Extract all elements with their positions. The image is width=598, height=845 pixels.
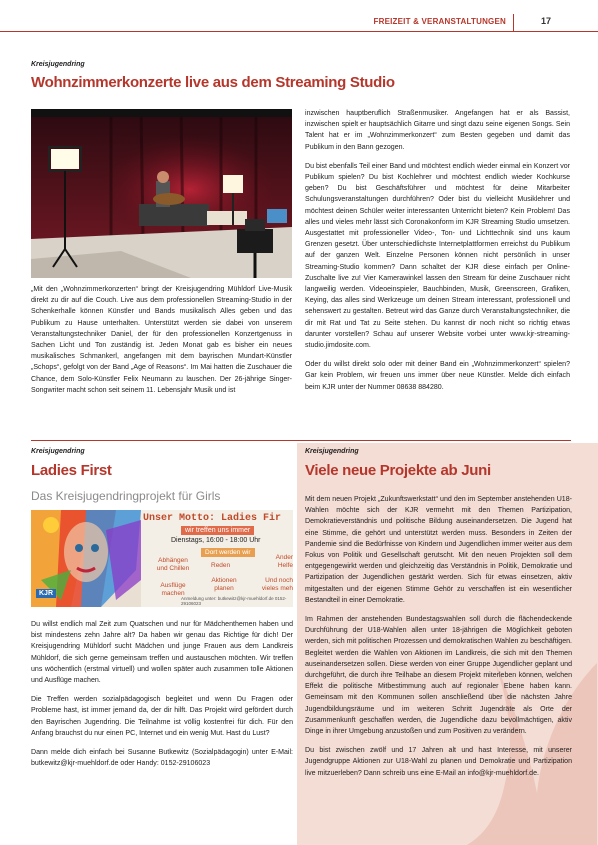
section-title: FREIZEIT & VERANSTALTUNGEN (373, 17, 506, 26)
article3-paragraph: Mit dem neuen Projekt „Zukunftswerkstatt“ und den im September anstehenden U18-Wahlen möchte sich der KJR vermehrt mit den Themen Partizipation, Demokratieverständnis und politische Bildung auseinandersetzen. Die Jugend hat eine Stimme, die gehört und unterstützt werden muss. Besonders in Zeiten der Pandemie sind die Bedürfnisse von Kindern und Jugendlichen immer weiter aus dem Fokus von Politik und Gesellschaft gerutscht. Mit den neuen Projekten soll dem entgegengewirkt werden und gleichzeitig das Verständnis in Politik, Demokratie und Partizipation der Jugendlichen gestärkt werden. Sich für etwas einsetzen, aktiv mitgestalten und der eigenen Stimme Gehör zu verschaffen ist ein wesentlicher Bestandteil in einer Demokratie. (305, 496, 572, 604)
article1-body-left (31, 284, 292, 404)
studio-photo (31, 109, 292, 278)
header-rule (0, 31, 598, 32)
flyer-meet: wir treffen uns immer (181, 526, 254, 535)
article1-title: Wohnzimmerkonzerte live aus dem Streaming Studio (31, 74, 395, 91)
article1-kicker: Kreisjugendring (31, 61, 85, 68)
kjr-logo: KJR (36, 589, 56, 598)
article3-paragraph: Im Rahmen der anstehenden Bundestagswahlen soll durch die flächendeckende Durchführung der U18-Wahlen allen unter 18-jährigen die Möglichkeit geboten werden, sich mit politischen Prozessen und demokratischen Wahlen zu beschäftigen. Begleitet werden die Wahlen von Aktionen im Landkreis, die sich mit den Themen auseinandersetzen sollen. Diese werden von einer Gruppe Jugendlicher geplant und durchgeführt, die durch ihre Teilhabe an diesem Projekt miterleben können, welchen Effekt die politische Mitbestimmung auch auf regionaler Ebene haben kann. Gemeinsam mit den Kommunen sollen anschließend über die nächsten Jahre Jugendbildungsräume und im weiteren Schritt Jugendräte als Orte der Zusammenkunft geschaffen werden, die Jugendliche dazu bevollmächtigen, aktiv Dinge in ihrer Umgebung anzustoßen und zum Positiven zu verändern. (305, 616, 572, 736)
article1-paragraph: Du bist ebenfalls Teil einer Band und möchtest endlich wieder einmal ein Konzert vor Publikum spielen? Du bist Kochlehrer und möchtest endlich wieder Kochkurse geben? Du bist Geschäftsführer und möchtest für deine Mitarbeiter Schulungsveranstaltungen durchführen? Oder bist du vielleicht Musiklehrer und möchtest deinen Schüler weiter interessanten Unterricht bieten? Kein Problem! Das alles und vieles mehr lässt sich Coronakonform im KJR Streaming Studio umsetzen. Ausgestattet mit professioneller Video-, Ton- und Lichttechnik sind uns kaum Grenzen gesetzt. Über unterschiedlichste Internetplattformen erreichst du Publikum auf der ganzen Welt. Einzelne Personen können nicht persönlich in unser Streaming-Studio kommen? Dann schaltet der KJR diese einfach per Online-Zuschalte live zu! Vier Kamerawinkel lassen den Stream für deine Zuschauer nicht langweilig werden. Videoeinspieler, Bauchbinden, Musik, Greenscreen, Grafiken, Keying, das alles sind Werkzeuge um deinen Stream interessant, professionell und sehenswert zu gestalten. Betreut wird das Ganze durch Veranstaltungstechniker, die dir mit Rat und Tat zu Seite stehen. Du kannst dir noch nicht so richtig etwas darunter vorstellen? Schau auf unserer Website vorbei unter www.kjr-streaming-studio.jimdosite.com. (305, 162, 570, 350)
header-divider (513, 14, 514, 32)
article2-subtitle: Das Kreisjugendringprojekt für Girls (31, 489, 221, 503)
page-number: 17 (540, 16, 551, 26)
flyer-contact: Anmeldung unter: butkewitz@kjr-muehldorf.de 0152-29106023 (181, 596, 287, 606)
article2-kicker: Kreisjugendring (31, 448, 85, 455)
article3-title: Viele neue Projekte ab Juni (305, 462, 491, 479)
flyer-time: Dienstags, 16:00 - 18:00 Uhr (171, 537, 261, 544)
article2-title: Ladies First (31, 462, 112, 479)
article1-paragraph: „Mit den „Wohnzimmerkonzerten“ bringt der Kreisjugendring Mühldorf Live-Musik direkt zu dir auf die Couch. Live aus dem professionellen Streaming-Studio in der Schenkerhalle können Künstler und Bands musikalisch Alles geben und das Publikum zu Hause unterhalten. Unterstützt werden sie dabei von unserem Veranstaltungstechniker Daniel, der für den professionellen Konzertgenuss in Sachen Licht und Ton zuständig ist. Jeden Monat gab es bisher ein neues musikalisches Schmankerl, angefangen mit dem bayrischen Mundart-Künstler „Schops“, gefolgt von der Band „Age of Reasons“. Im Mai hatten die Zuschauer die Chance, dem Solo-Künstler Felix Neumann zu lauschen. Der 26-jährige Singer-Songwriter macht schon seit seinem 11. Lebensjahr Musik und ist (31, 286, 292, 394)
studio-photo-illustration (31, 109, 292, 278)
article3-paragraph: Du bist zwischen zwölf und 17 Jahren alt und hast Interesse, mit unserer Jugendgruppe Aktionen zur U18-Wahl zu planen und Demokratie und Partizipation live mitzuerleben? Dann schreib uns eine E-Mail an info@kjr-muehldorf.de. (305, 747, 572, 777)
article1-body-right (305, 108, 570, 401)
flyer-bubble: Reden (211, 562, 231, 569)
article1-paragraph: Oder du willst direkt solo oder mit deiner Band ein „Wohnzimmerkonzert“ spielen? Gar kein Problem, wir freuen uns immer über neue Künstler. Melde dich einfach beim KJR unter der Nummer 08638 884280. (305, 361, 570, 391)
article2-paragraph: Die Treffen werden sozialpädagogisch begleitet und wenn Du Fragen oder Probleme hast, ist immer jemand da, der dir hilft. Das Projekt wird gefördert durch den Bayrischen Jugendring. Die Teilnahme ist völlig kostenfrei für dich. Für den Anfang brauchst du nur einen PC, Internet und ein wenig Mut. Hast du Lust? (31, 696, 293, 737)
article3-body (305, 494, 572, 787)
article2-paragraph: Du willst endlich mal Zeit zum Quatschen und nur für Mädchenthemen haben und bist mindestens zehn Jahre alt? Da haben wir genau das Richtige für dich! Der Kreisjugendring Mühldorf sucht Mädchen und junge Frauen aus dem Landkreis Mühldorf, die sich gerne gemeinsam treffen und austauschen möchten. Wir treffen uns wöchentlich (erstmal virtuell) und wollen später auch zusammen tolle Aktionen und Ausflüge machen. (31, 621, 293, 685)
section-separator (31, 440, 571, 441)
flyer-bubble: Ausflüge machen (160, 582, 186, 597)
flyer-bubble: Und noch vieles meh (261, 577, 293, 592)
flyer-motto: Unser Motto: Ladies Fir (143, 513, 282, 524)
flyer-bubble: Ander Helfe (275, 554, 293, 569)
flyer-bubble: Aktionen planen (211, 577, 237, 592)
flyer-bubble: Abhängen und Chillen (156, 557, 190, 572)
article2-paragraph: Dann melde dich einfach bei Susanne Butkewitz (Sozialpädagogin) unter E-Mail: butkewitz@kjr-muehldorf.de oder Handy: 0152-29106023 (31, 749, 293, 768)
flyer-where: Dort werden wir (201, 548, 255, 557)
article3-kicker: Kreisjugendring (305, 448, 359, 455)
article1-paragraph: inzwischen hauptberuflich Straßenmusiker. Angefangen hat er als Bassist, inzwischen spielt er hauptsächlich Gitarre und singt dazu seine eigenen Songs. Sein Talent hat er im „Wohnzimmerkonzert“ zum Besten gegeben und damit das Publikum in den Bann gezogen. (305, 110, 570, 151)
article2-body (31, 619, 293, 777)
ladies-first-flyer (31, 510, 293, 607)
